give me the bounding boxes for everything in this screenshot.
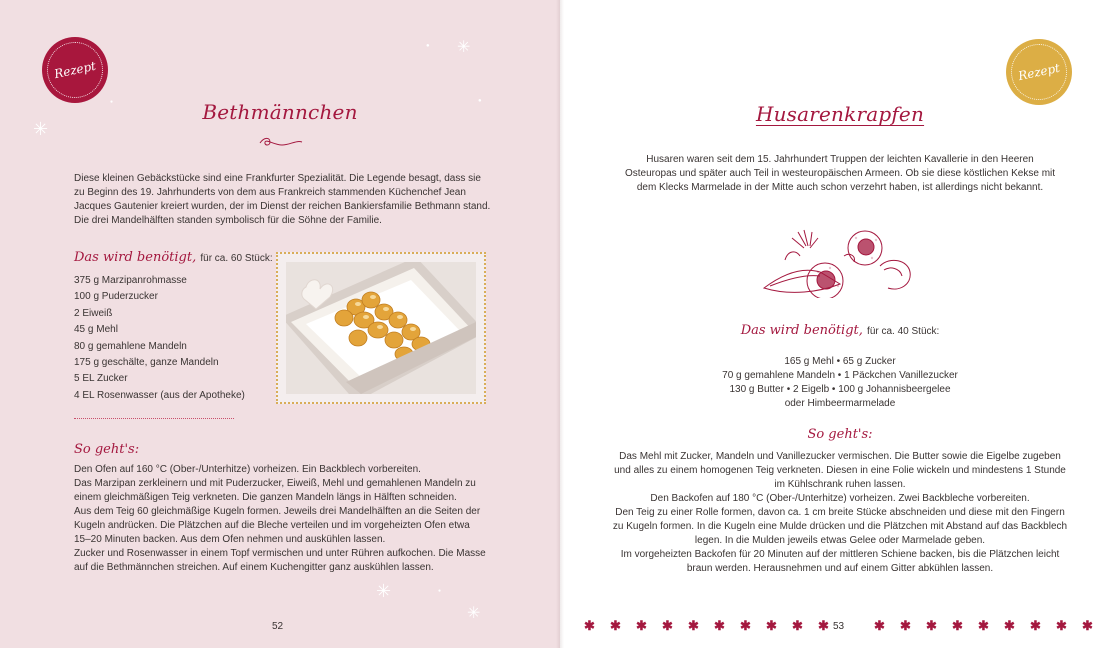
asterisk-icon: ✱ — [952, 618, 963, 633]
snowflake-icon: ● — [426, 43, 430, 49]
page-number: 53 — [833, 621, 845, 632]
asterisk-icon: ✱ — [978, 618, 989, 633]
asterisk-icon: ✱ — [610, 618, 621, 633]
list-item: 70 g gemahlene Mandeln • 1 Päckchen Vanillezucker — [722, 370, 958, 381]
asterisk-icon: ✱ — [900, 618, 911, 633]
steps-heading: So geht's: — [74, 442, 140, 457]
list-item: 375 g Marzipanrohmasse — [74, 275, 187, 286]
asterisk-icon: ✱ — [1056, 618, 1067, 633]
list-item: 165 g Mehl • 65 g Zucker — [784, 356, 896, 367]
badge-label: Rezept — [52, 58, 98, 82]
asterisk-icon: ✱ — [740, 618, 751, 633]
snowflake-icon: ✳ — [467, 605, 481, 622]
step-paragraph: Zucker und Rosenwasser in einem Topf vermischen und unter Rühren aufkochen. Die Masse auf die Bethmännchen streichen. Auf einem Kuchengitter ganz auskühlen lassen. — [74, 548, 486, 573]
asterisk-icon: ✱ — [818, 618, 829, 633]
recipe-intro: Husaren waren seit dem 15. Jahrhundert Truppen der leichten Kavallerie in den Heeren Osteuropas und später auch Teil in westeuropäischen Armeen. Ob sie diese köstlichen Kekse mit dem Klecks Marmelade in der Mitte auch schon verzehrt haben, ist allerdings nicht bekannt. — [624, 154, 1056, 193]
asterisk-icon: ✱ — [688, 618, 699, 633]
yield-note: für ca. 40 Stück: — [867, 326, 940, 337]
list-item: 45 g Mehl — [74, 324, 118, 336]
step-paragraph: Den Backofen auf 180 °C (Ober-/Unterhitze) vorheizen. Zwei Backbleche vorbereiten. — [650, 493, 1030, 504]
asterisk-icon: ✱ — [636, 618, 647, 633]
list-item: 100 g Puderzucker — [74, 291, 158, 303]
list-item: 4 EL Rosenwasser (aus der Apotheke) — [74, 389, 245, 401]
page-number: 52 — [272, 621, 284, 632]
list-item: oder Himbeermarmelade — [784, 398, 896, 409]
recipe-intro: Diese kleinen Gebäckstücke sind eine Frankfurter Spezialität. Die Legende besagt, dass sie zu Beginn des 19. Jahrhunderts von dem aus Frankreich stammenden Küchenchef Jean Jacques Gautenier kreiert wurden, der im Dienst der reichen Bankiersfamilie Bethmann stand. Die drei Mandelhälften standen symbolisch für die Söhne der Familie. — [74, 173, 491, 226]
snowflake-icon: ● — [110, 99, 114, 105]
ingredients-heading: Das wird benötigt, für ca. 40 Stück: — [740, 323, 940, 338]
list-item: 130 g Butter • 2 Eigelb • 100 g Johannisbeergelee — [729, 384, 951, 395]
cookie-illustration — [760, 226, 920, 298]
step-paragraph: Aus dem Teig 60 gleichmäßige Kugeln formen. Jeweils drei Mandelhälften an die Seiten der Kugeln andrücken. Die Plätzchen auf die Bleche verteilen und im vorgeheizten Ofen etwa 15–20 Minuten backen. Aus dem Ofen nehmen und auskühlen lassen. — [74, 506, 481, 545]
step-paragraph: Den Ofen auf 160 °C (Ober-/Unterhitze) vorheizen. Ein Backblech vorbereiten. — [74, 464, 421, 475]
ingredients-list — [74, 273, 245, 404]
asterisk-icon: ✱ — [1082, 618, 1093, 633]
asterisk-icon: ✱ — [792, 618, 803, 633]
step-paragraph: Im vorgeheizten Backofen für 20 Minuten auf der mittleren Schiene backen, bis die Plätzchen leicht braun werden. Herausnehmen und auf einem Gitter abkühlen lassen. — [620, 549, 1060, 574]
book-gutter — [556, 0, 564, 648]
recipe-title: Bethmännchen — [202, 100, 358, 124]
step-paragraph: Das Mehl mit Zucker, Mandeln und Vanillezucker vermischen. Die Butter sowie die Eigelbe zugeben und alles zu einem homogenen Teig verkneten. Diesen in eine Folie wickeln und mindestens 1 Stunde im Kühlschrank ruhen lassen. — [614, 451, 1066, 490]
snowflake-icon: ✳ — [376, 581, 392, 601]
steps-text — [74, 463, 486, 575]
list-item: 5 EL Zucker — [74, 373, 128, 385]
recipe-photo — [276, 252, 486, 404]
snowflake-icon: ● — [438, 588, 442, 594]
ingredients-list — [620, 355, 1060, 411]
divider — [74, 418, 234, 419]
recipe-title: Husarenkrapfen — [755, 102, 925, 126]
asterisk-icon: ✱ — [1004, 618, 1015, 633]
snowflake-icon: ✳ — [457, 39, 471, 56]
asterisk-icon: ✱ — [926, 618, 937, 633]
list-item: 2 Eiweiß — [74, 307, 113, 319]
snowflake-icon: ✳ — [33, 119, 49, 139]
step-paragraph: Das Marzipan zerkleinern und mit Puderzucker, Eiweiß, Mehl und gemahlenen Mandeln zu einem gleichmäßigen Teig verkneten. Die ganzen Mandeln längs in Hälften schneiden. — [74, 478, 476, 503]
asterisk-icon: ✱ — [766, 618, 777, 633]
steps-heading: So geht's: — [807, 427, 873, 442]
list-item: 80 g gemahlene Mandeln — [74, 340, 187, 352]
cookies-tray-image — [286, 262, 476, 394]
asterisk-icon: ✱ — [1030, 618, 1041, 633]
step-paragraph: Den Teig zu einer Rolle formen, davon ca. 1 cm breite Stücke abschneiden und diese mit den Fingern zu Kugeln formen. In die Kugeln eine Mulde drücken und die Plätzchen mit Abstand auf das Backblech legen. In die Mulden jeweils etwas Gelee oder Marmelade geben. — [612, 507, 1068, 546]
asterisk-icon: ✱ — [714, 618, 725, 633]
list-item: 175 g geschälte, ganze Mandeln — [74, 357, 219, 369]
badge-label: Rezept — [1016, 60, 1062, 84]
yield-note: für ca. 60 Stück: — [200, 253, 273, 264]
rezept-badge-right — [1006, 39, 1072, 105]
steps-text — [612, 450, 1068, 576]
asterisk-icon: ✱ — [662, 618, 673, 633]
asterisk-icon: ✱ — [584, 618, 595, 633]
ingredients-heading: Das wird benötigt, für ca. 60 Stück: — [74, 250, 273, 265]
flourish-icon — [258, 136, 304, 150]
rezept-badge-left — [42, 37, 108, 103]
asterisk-icon: ✱ — [874, 618, 885, 633]
snowflake-icon: ● — [478, 98, 482, 104]
